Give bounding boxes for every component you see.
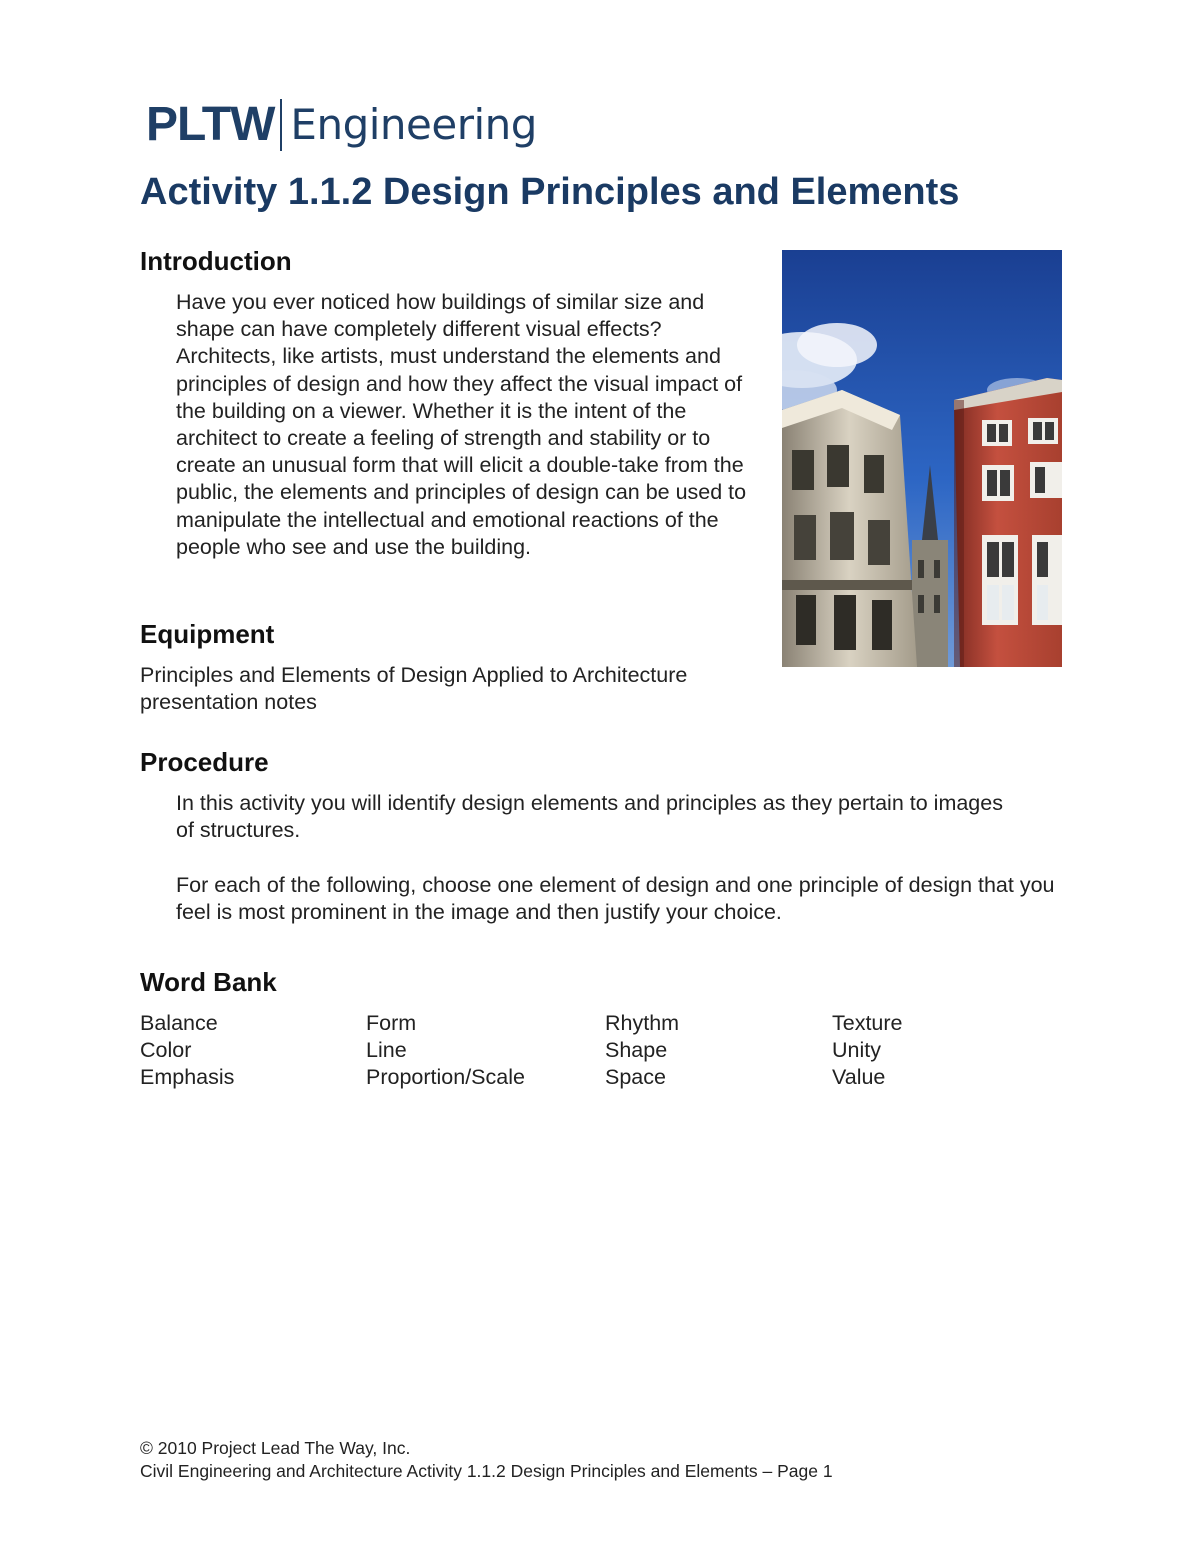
logo-pltw-text: PLTW [146, 98, 275, 151]
equipment-text: Principles and Elements of Design Applied to Architecture presentation notes [140, 663, 688, 715]
word-bank-term: Emphasis [140, 1065, 235, 1089]
word-bank-term: Value [832, 1065, 886, 1089]
word-bank-term: Unity [832, 1038, 881, 1062]
word-bank-term: Line [366, 1038, 407, 1062]
word-bank-term: Form [366, 1011, 417, 1035]
word-bank-term: Space [605, 1065, 666, 1089]
word-bank-column-1 [140, 1010, 234, 1091]
word-bank-term: Balance [140, 1011, 218, 1035]
word-bank-term: Rhythm [605, 1011, 680, 1035]
architecture-photo [782, 250, 1062, 667]
pltw-engineering-logo [146, 96, 537, 154]
word-bank-term: Texture [832, 1011, 903, 1035]
word-bank-column-2 [366, 1010, 525, 1091]
logo-engineering-text: Engineering [290, 100, 537, 149]
page-footer [140, 1437, 833, 1483]
word-bank-heading: Word Bank [140, 967, 277, 997]
procedure-heading: Procedure [140, 747, 269, 777]
introduction-heading: Introduction [140, 246, 292, 276]
procedure-paragraph-2: For each of the following, choose one element of design and one principle of design that you feel is most prominent in the image and then justify your choice. [176, 873, 1055, 925]
copyright-text: © 2010 Project Lead The Way, Inc. [140, 1438, 411, 1458]
word-bank-column-4 [832, 1010, 903, 1091]
logo-divider [280, 99, 282, 151]
equipment-heading: Equipment [140, 619, 275, 649]
introduction-text: Have you ever noticed how buildings of similar size and shape can have completely different visual effects? Architects, like artists, must understand the elements and principles of design and how they affect the visual impact of the building on a viewer. Whether it is the intent of the architect to create a feeling of strength and stability or to create an unusual form that will elicit a double-take from the public, the elements and principles of design can be used to manipulate the intellectual and emotional reactions of the people who see and use the building. [176, 290, 747, 559]
word-bank-term: Proportion/Scale [366, 1065, 525, 1089]
page-number-line: Civil Engineering and Architecture Activity 1.1.2 Design Principles and Elements – Page 1 [140, 1461, 833, 1481]
procedure-paragraph-1: In this activity you will identify design elements and principles as they pertain to images of structures. [176, 791, 1003, 843]
word-bank-column-3 [605, 1010, 679, 1091]
page-title: Activity 1.1.2 Design Principles and Elements [140, 171, 960, 213]
word-bank-term: Shape [605, 1038, 668, 1062]
word-bank-term: Color [140, 1038, 192, 1062]
